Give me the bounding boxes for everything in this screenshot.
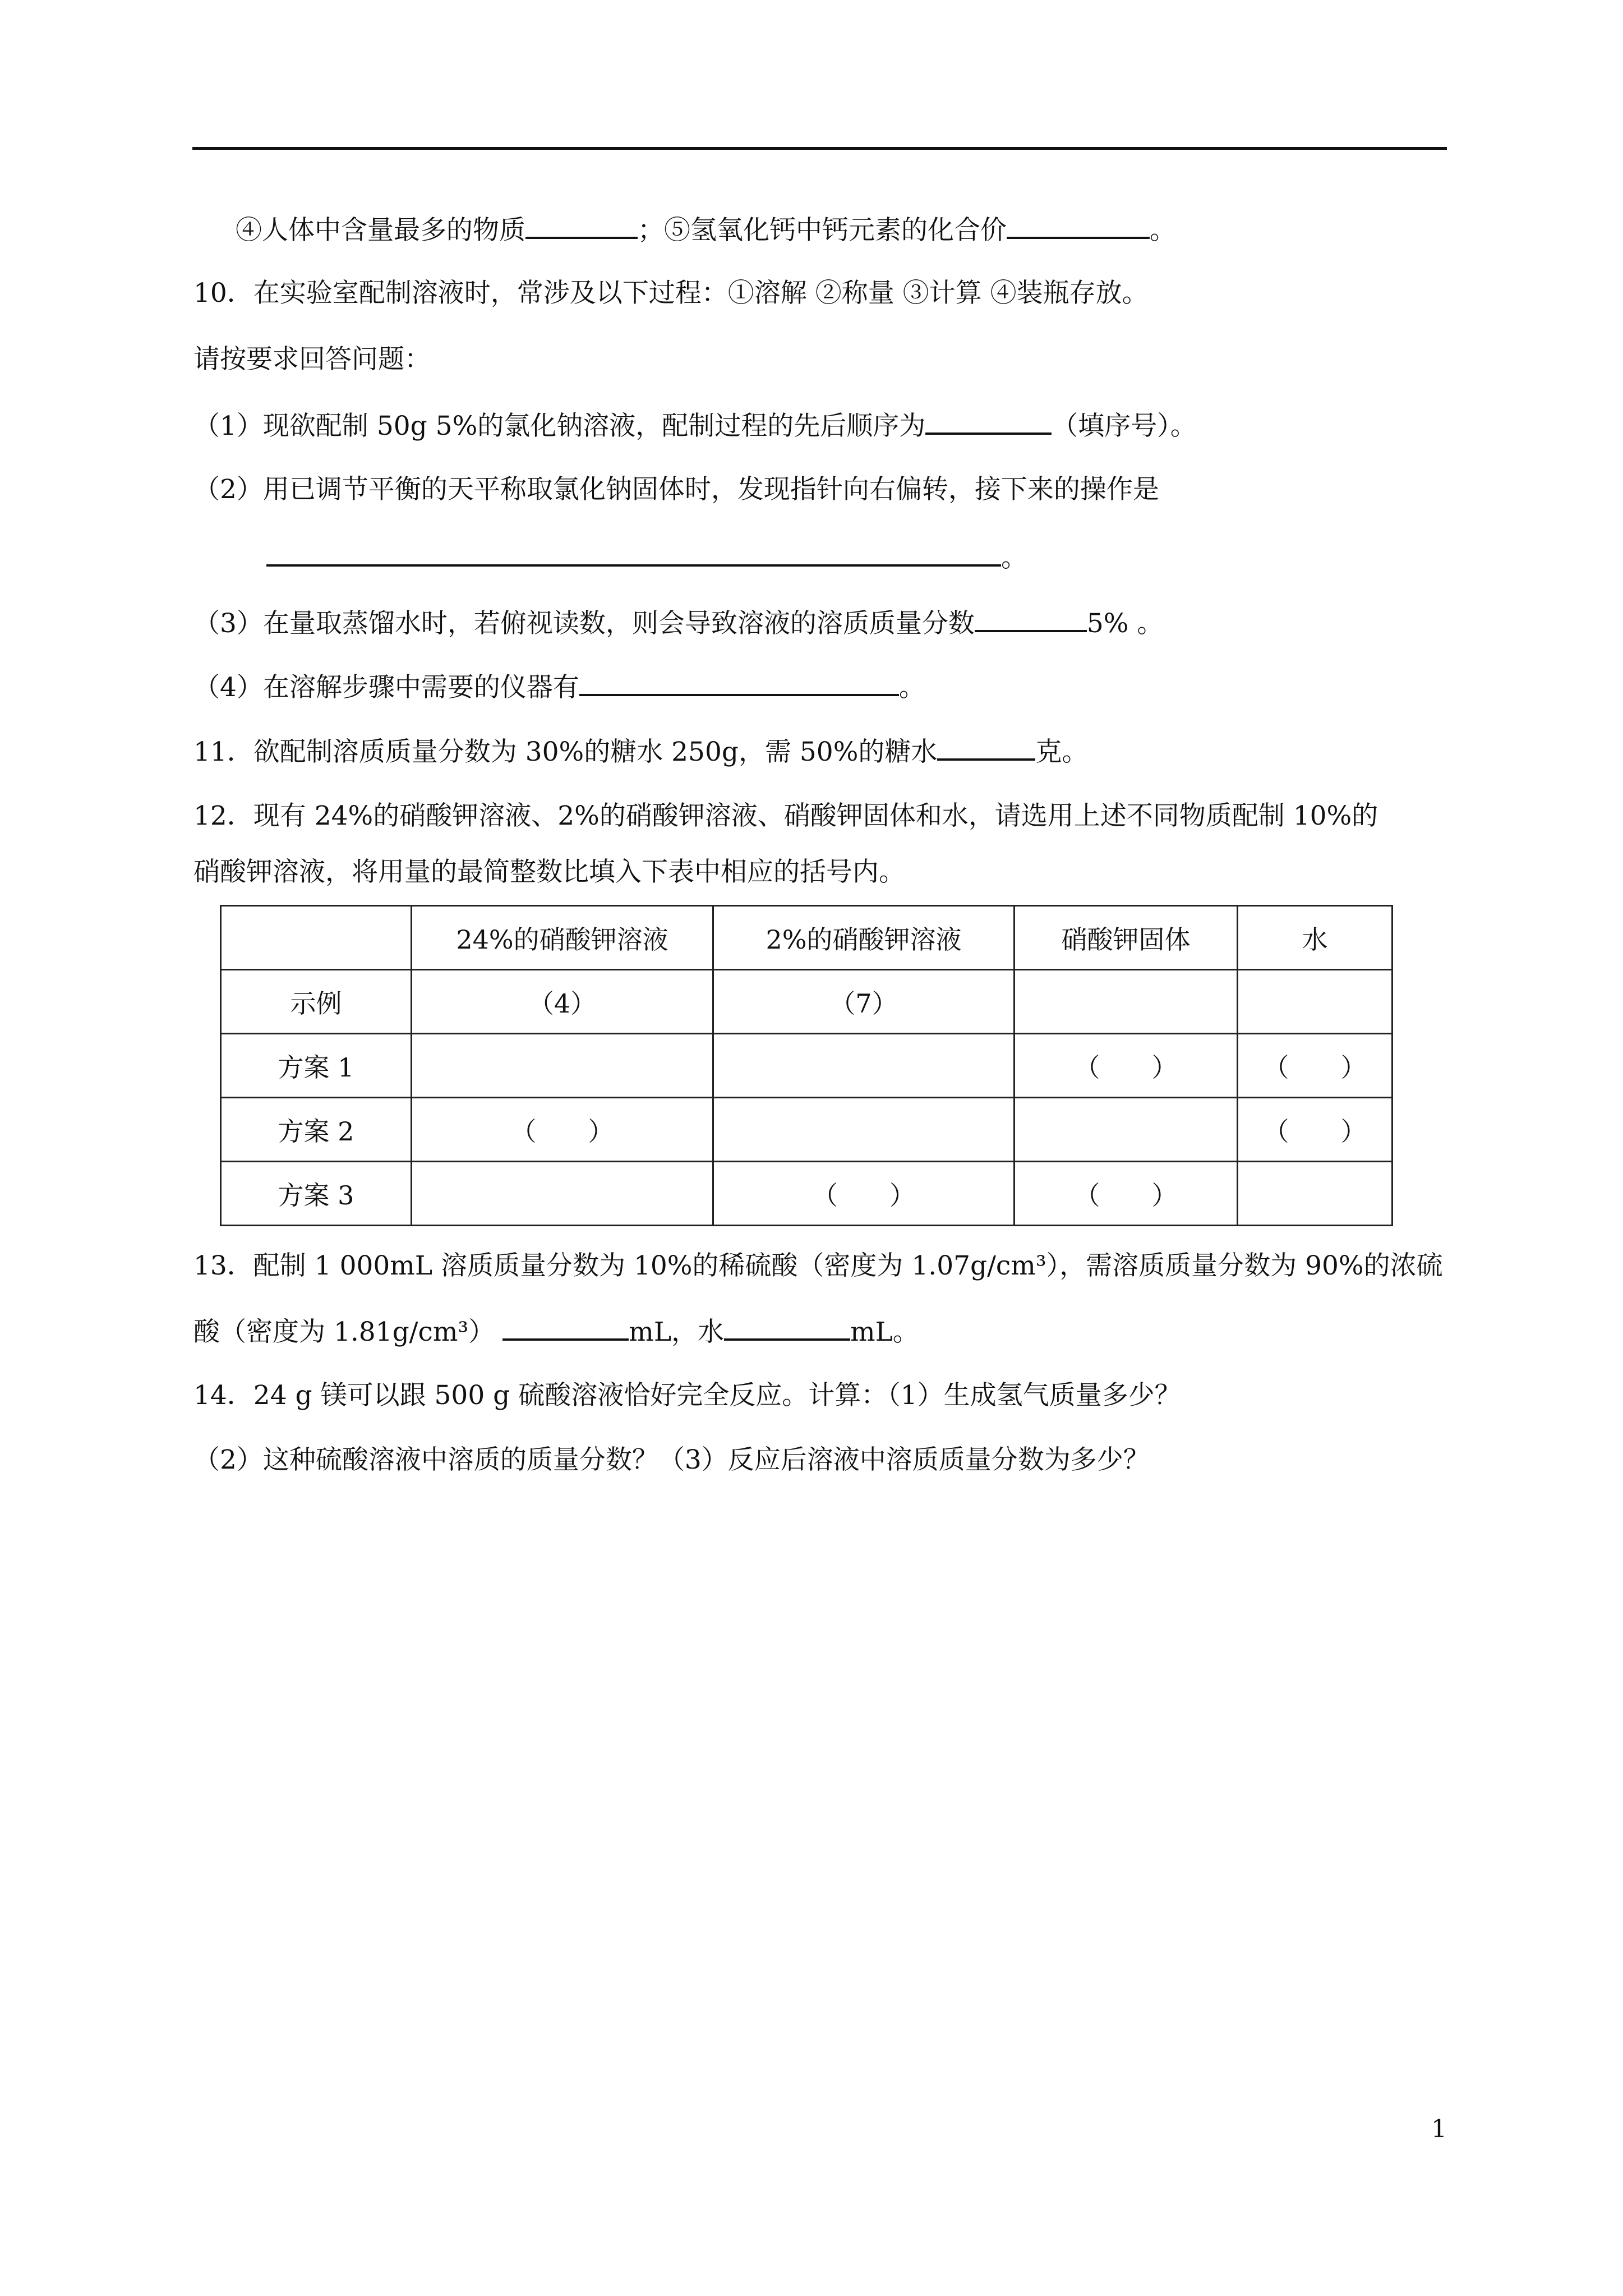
table-cell[interactable] — [713, 1098, 1015, 1162]
table-row — [221, 970, 1393, 1034]
q9-item5-text: ⑤氢氧化钙中钙元素的化合价 — [664, 215, 1007, 246]
q10-sub1 — [193, 408, 1197, 443]
q10-sub1-text: （1）现欲配制 50g 5%的氯化钠溶液，配制过程的先后顺序为 — [193, 411, 926, 441]
q9-item5-blank[interactable] — [1007, 212, 1150, 239]
q9-separator: ； — [638, 215, 664, 246]
q10-sub3 — [193, 605, 1163, 641]
q10-sub4-blank[interactable] — [579, 669, 899, 696]
q9-line — [236, 212, 1176, 247]
table-cell: （4） — [412, 970, 713, 1034]
table-cell: （7） — [713, 970, 1015, 1034]
table-cell — [1238, 970, 1393, 1034]
q11-line — [193, 734, 1088, 769]
q11-text: 11．欲配制溶质质量分数为 30%的糖水 250g，需 50%的糖水 — [193, 737, 938, 767]
q13-text-a: 酸（密度为 1.81g/cm³） — [193, 1317, 495, 1347]
q11-blank[interactable] — [937, 734, 1035, 761]
q13-acid-blank[interactable] — [502, 1314, 629, 1341]
q10-sub2-end: 。 — [1001, 542, 1027, 573]
table-header-cell: 2%的硝酸钾溶液 — [713, 906, 1015, 970]
q10-sub2-answer — [266, 540, 1027, 575]
q13-line2 — [193, 1314, 919, 1349]
table-cell: 方案 2 — [221, 1098, 412, 1162]
q10-sub3-text: （3）在量取蒸馏水时，若俯视读数，则会导致溶液的溶质质量分数 — [193, 608, 975, 639]
table-cell[interactable]: （ ） — [1015, 1034, 1238, 1098]
table-cell[interactable]: （ ） — [1015, 1162, 1238, 1226]
table-cell[interactable] — [713, 1034, 1015, 1098]
q10-stem: 10．在实验室配制溶液时，常涉及以下过程：①溶解 ②称量 ③计算 ④装瓶存放。 — [193, 278, 1149, 309]
q13-text-b: mL，水 — [629, 1317, 725, 1347]
q9-end: 。 — [1150, 215, 1176, 246]
q12-table — [220, 905, 1393, 1226]
q10-sub1-blank[interactable] — [925, 408, 1052, 435]
q12-line2: 硝酸钾溶液，将用量的最简整数比填入下表中相应的括号内。 — [193, 857, 905, 887]
table-cell[interactable]: （ ） — [1238, 1098, 1393, 1162]
table-cell[interactable] — [1015, 1098, 1238, 1162]
table-cell — [1015, 970, 1238, 1034]
q11-end: 克。 — [1035, 737, 1089, 767]
q14-line2: （2）这种硫酸溶液中溶质的质量分数？（3）反应后溶液中溶质质量分数为多少？ — [193, 1444, 1150, 1475]
table-header-cell — [221, 906, 412, 970]
q10-sub2: （2）用已调节平衡的天平称取氯化钠固体时，发现指针向右偏转，接下来的操作是 — [193, 474, 1159, 505]
table-header-cell: 硝酸钾固体 — [1015, 906, 1238, 970]
q12-line1: 12．现有 24%的硝酸钾溶液、2%的硝酸钾溶液、硝酸钾固体和水，请选用上述不同物质配制 10%的 — [193, 800, 1378, 831]
q10-sub1-end: （填序号）。 — [1052, 411, 1197, 441]
q10-sub3-end: 5% 。 — [1086, 608, 1164, 639]
q10-sub2-blank[interactable] — [266, 540, 1001, 567]
table-row — [221, 1098, 1393, 1162]
q10-prompt: 请按要求回答问题： — [193, 344, 431, 375]
q14-line1: 14．24 g 镁可以跟 500 g 硫酸溶液恰好完全反应。计算：（1）生成氢气质量多少？ — [193, 1380, 1181, 1411]
table-cell[interactable] — [1238, 1162, 1393, 1226]
q9-item4-text: ④人体中含量最多的物质 — [236, 215, 525, 246]
header-rule — [192, 147, 1447, 150]
table-cell[interactable]: （ ） — [412, 1098, 713, 1162]
table-row — [221, 1162, 1393, 1226]
table-header-cell: 水 — [1238, 906, 1393, 970]
q13-water-blank[interactable] — [724, 1314, 850, 1341]
table-header-row — [221, 906, 1393, 970]
q13-text-c: mL。 — [850, 1317, 919, 1347]
table-cell[interactable]: （ ） — [713, 1162, 1015, 1226]
table-cell: 方案 3 — [221, 1162, 412, 1226]
q13-line1: 13．配制 1 000mL 溶质质量分数为 10%的稀硫酸（密度为 1.07g/cm³），需溶质质量分数为 90%的浓硫 — [193, 1250, 1443, 1281]
q9-item4-blank[interactable] — [525, 212, 638, 239]
table-cell: 方案 1 — [221, 1034, 412, 1098]
table-cell[interactable]: （ ） — [1238, 1034, 1393, 1098]
table-row — [221, 1034, 1393, 1098]
q10-sub4 — [193, 669, 925, 705]
table-header-cell: 24%的硝酸钾溶液 — [412, 906, 713, 970]
q10-sub4-end: 。 — [898, 672, 925, 703]
q10-sub4-text: （4）在溶解步骤中需要的仪器有 — [193, 672, 579, 703]
table-cell[interactable] — [412, 1034, 713, 1098]
q10-sub3-blank[interactable] — [975, 605, 1087, 632]
table-cell[interactable] — [412, 1162, 713, 1226]
page-number: 1 — [1431, 2115, 1447, 2143]
table-cell: 示例 — [221, 970, 412, 1034]
